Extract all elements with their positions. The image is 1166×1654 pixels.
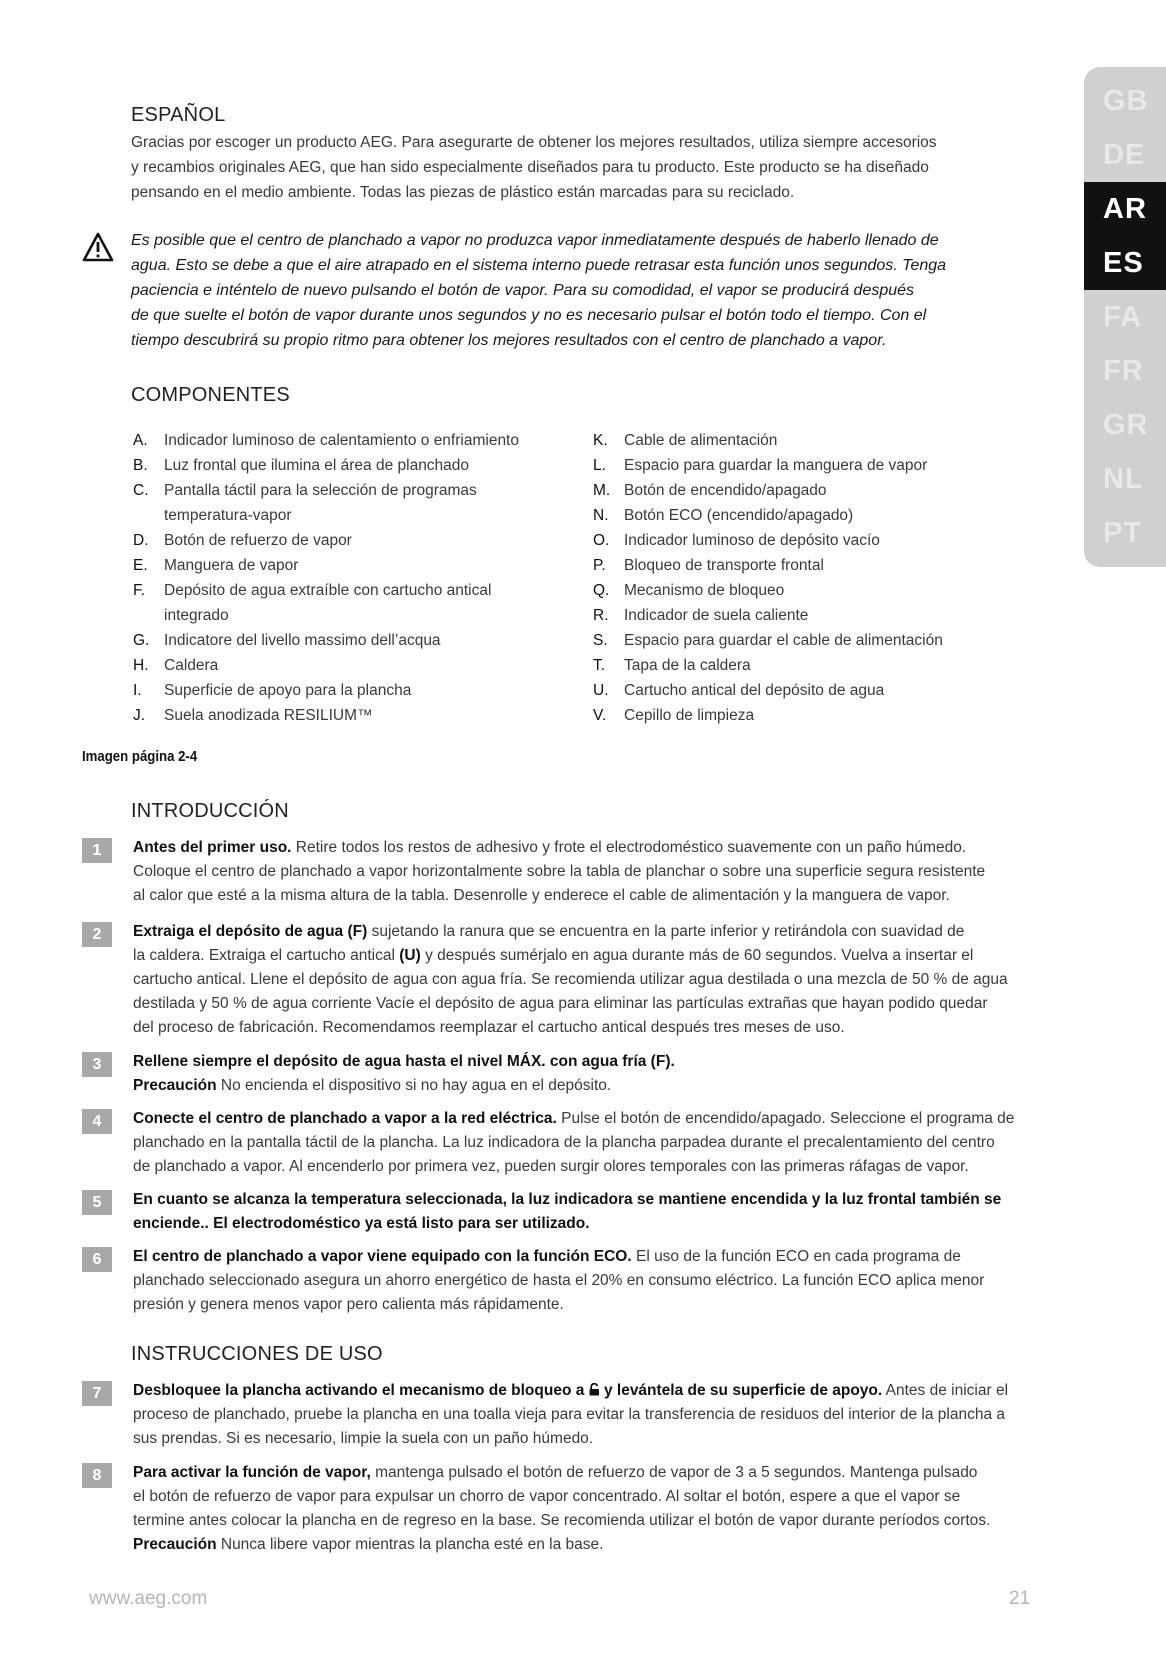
step-number: 1 xyxy=(82,838,112,863)
tab-pt[interactable]: PT xyxy=(1103,517,1143,549)
component-item: T. Tapa de la caldera xyxy=(593,657,751,674)
component-item: J. Suela anodizada RESILIUM™ xyxy=(133,707,373,724)
intro-paragraph xyxy=(131,130,1041,205)
warning-line: paciencia e inténtelo de nuevo pulsando el botón de vapor. Para su comodidad, el vapor se producirá después xyxy=(131,282,915,299)
intro-line: pensando en el medio ambiente. Todas las piezas de plástico están marcadas para su reciclado. xyxy=(131,184,795,201)
language-heading: ESPAÑOL xyxy=(131,104,226,126)
step-text: Desbloquee la plancha activando el mecanismo de bloqueo a y levántela de su superficie de apoyo. Antes de iniciar el proceso de planchado, pruebe la plancha en una toalla vieja para evitar la transferencia de residuos del interior de la plancha a sus prendas. Si es necesario, limpie la suela con un paño húmedo. xyxy=(133,1382,1009,1447)
image-caption: Imagen página 2-4 xyxy=(82,748,198,765)
component-item: D. Botón de refuerzo de vapor xyxy=(133,532,352,549)
component-item: A. Indicador luminoso de calentamiento o enfriamiento xyxy=(133,432,519,449)
step-number: 6 xyxy=(82,1247,112,1272)
component-item: L. Espacio para guardar la manguera de vapor xyxy=(593,457,928,474)
components-list-right xyxy=(593,428,1004,728)
component-item: I. Superficie de apoyo para la plancha xyxy=(133,682,412,699)
component-item: S. Espacio para guardar el cable de alimentación xyxy=(593,632,943,649)
step-number: 5 xyxy=(82,1190,112,1215)
component-item: R. Indicador de suela caliente xyxy=(593,607,809,624)
component-item: V. Cepillo de limpieza xyxy=(593,707,755,724)
instrucciones-heading: INSTRUCCIONES DE USO xyxy=(131,1343,383,1365)
footer-website-link[interactable]: www.aeg.com xyxy=(89,1588,208,1609)
step-number: 4 xyxy=(82,1109,112,1134)
step-number: 2 xyxy=(82,922,112,947)
component-item: G. Indicatore del livello massimo dell’acqua xyxy=(133,632,441,649)
step-text: Antes del primer uso. Retire todos los restos de adhesivo y frote el electrodoméstico suavemente con un paño húmedo. Coloque el centro de planchado a vapor horizontalmente sobre la tabla de planchar o sobre una superficie segura resistente al calor que esté a la misma altura de la tabla. Desenrolle y enderece el cable de alimentación y la manguera de vapor. xyxy=(133,839,986,904)
step-number: 7 xyxy=(82,1381,112,1406)
step-text: Extraiga el depósito de agua (F) sujetando la ranura que se encuentra en la parte inferior y retirándola con suavidad de la caldera. Extraiga el cartucho antical (U) y después sumérjalo en agua durante más de 60 segundos. Vuelva a insertar el cartucho antical. Llene el depósito de agua con agua fría. Se recomienda utilizar agua destilada o una mezcla de 50 % de agua destilada y 50 % de agua corriente Vacíe el depósito de agua para eliminar las partículas extrañas que hayan podido quedar del proceso de fabricación. Recomendamos reemplazar el cartucho antical después tres meses de uso. xyxy=(133,923,1008,1036)
component-item: E. Manguera de vapor xyxy=(133,557,299,574)
tab-ar[interactable]: AR xyxy=(1084,182,1166,236)
component-item: F. Depósito de agua extraíble con cartucho antical xyxy=(133,582,492,599)
step-number: 8 xyxy=(82,1463,112,1488)
component-item: P. Bloqueo de transporte frontal xyxy=(593,557,824,574)
page-number: 21 xyxy=(1009,1588,1031,1609)
component-item: N. Botón ECO (encendido/apagado) xyxy=(593,507,854,524)
step-text: Para activar la función de vapor, mantenga pulsado el botón de refuerzo de vapor de 3 a 5 segundos. Mantenga pulsado el botón de refuerzo de vapor para expulsar un chorro de vapor concentrado. Al soltar el botón, espere a que el vapor se termine antes colocar la plancha en de regreso en la base. Se recomienda utilizar el botón de vapor durante períodos cortos. Precaución Nunca libere vapor mientras la plancha esté en la base. xyxy=(133,1464,991,1553)
component-item: C. Pantalla táctil para la selección de programas xyxy=(133,482,477,499)
component-item: integrado xyxy=(164,607,229,624)
warning-line: Es posible que el centro de planchado a vapor no produzca vapor inmediatamente después de haberlo llenado de xyxy=(131,232,939,249)
introduccion-heading: INTRODUCCIÓN xyxy=(131,800,289,822)
component-item: K. Cable de alimentación xyxy=(593,432,778,449)
tab-es[interactable]: ES xyxy=(1084,236,1166,290)
component-item: O. Indicador luminoso de depósito vacío xyxy=(593,532,880,549)
component-item: temperatura-vapor xyxy=(164,507,292,524)
warning-line: agua. Esto se debe a que el aire atrapado en el sistema interno puede retrasar esta función unos segundos. Tenga xyxy=(131,257,947,274)
warning-icon xyxy=(82,232,114,262)
component-item: M. Botón de encendido/apagado xyxy=(593,482,827,499)
tab-gb[interactable]: GB xyxy=(1103,85,1149,117)
tab-gr[interactable]: GR xyxy=(1103,409,1149,441)
components-list-left xyxy=(133,428,544,728)
component-item: B. Luz frontal que ilumina el área de planchado xyxy=(133,457,470,474)
components-heading: COMPONENTES xyxy=(131,384,290,406)
warning-line: de que suelte el botón de vapor durante unos segundos y no es necesario pulsar el botón todo el tiempo. Con el xyxy=(131,307,927,324)
warning-text xyxy=(131,228,1046,353)
warning-line: tiempo descubrirá su propio ritmo para obtener los mejores resultados con el centro de planchado a vapor. xyxy=(131,332,887,349)
step-number: 3 xyxy=(82,1052,112,1077)
component-item: U. Cartucho antical del depósito de agua xyxy=(593,682,885,699)
intro-line: y recambios originales AEG, que han sido especialmente diseñados para tu producto. Este producto se ha diseñado xyxy=(131,159,929,176)
tab-fr[interactable]: FR xyxy=(1103,355,1144,387)
step-text: Rellene siempre el depósito de agua hasta el nivel MÁX. con agua fría (F). Precaución No encienda el dispositivo si no hay agua en el depósito. xyxy=(133,1053,675,1094)
component-item: H. Caldera xyxy=(133,657,219,674)
step-text: En cuanto se alcanza la temperatura seleccionada, la luz indicadora se mantiene encendida y la luz frontal también se enciende.. El electrodoméstico ya está listo para ser utilizado. xyxy=(133,1191,1002,1232)
tab-fa[interactable]: FA xyxy=(1103,301,1143,333)
tab-nl[interactable]: NL xyxy=(1103,463,1144,495)
step-text: El centro de planchado a vapor viene equipado con la función ECO. El uso de la función ECO en cada programa de planchado seleccionado asegura un ahorro energético de hasta el 20% en consumo eléctrico. La función ECO aplica menor presión y genera menos vapor pero calienta más rápidamente. xyxy=(133,1248,985,1313)
unlock-icon xyxy=(589,1383,600,1396)
intro-line: Gracias por escoger un producto AEG. Para asegurarte de obtener los mejores resultados, utiliza siempre accesorios xyxy=(131,134,937,151)
component-item: Q. Mecanismo de bloqueo xyxy=(593,582,785,599)
tab-de[interactable]: DE xyxy=(1103,139,1146,171)
step-text: Conecte el centro de planchado a vapor a la red eléctrica. Pulse el botón de encendido/apagado. Seleccione el programa de planchado en la pantalla táctil de la plancha. La luz indicadora de la plancha parpadea durante el precalentamiento del centro de planchado a vapor. Al encenderlo por primera vez, pueden surgir olores temporales con las primeras ráfagas de vapor. xyxy=(133,1110,1015,1175)
